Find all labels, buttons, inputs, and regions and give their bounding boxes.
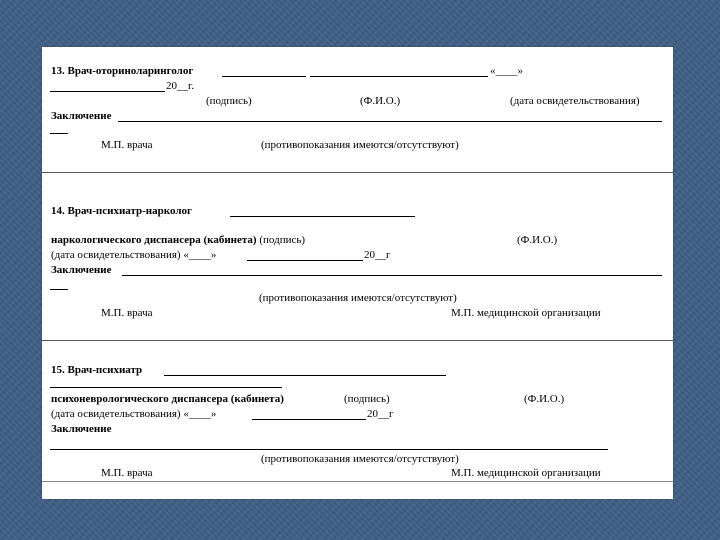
section-15-signature-label: (подпись): [344, 393, 390, 405]
section-14-signature-label: (подпись): [259, 234, 306, 246]
medical-form-page: [42, 47, 673, 499]
section-13-name-line: [310, 76, 488, 77]
section-14-institution: наркологического диспансера (кабинета): [51, 234, 257, 246]
section-separator: [42, 340, 673, 341]
section-13-exam-date-label: (дата освидетельствования): [510, 95, 640, 107]
section-13-date-quote: «____»: [490, 65, 523, 77]
section-13-fio-label: (Ф.И.О.): [360, 95, 401, 107]
section-separator: [42, 481, 673, 482]
section-14-stamp-org: М.П. медицинской организации: [451, 307, 601, 319]
section-13-conclusion-line: [118, 121, 662, 122]
section-14-stamp-doctor: М.П. врача: [101, 307, 153, 319]
section-15-title: 15. Врач-психиатр: [51, 364, 143, 376]
section-14-conclusion-line-2: [50, 289, 68, 290]
section-14-contraindications: (противопоказания имеются/отсутствуют): [259, 292, 457, 304]
section-14-institution-row: [51, 234, 305, 246]
section-15-contraindications: (противопоказания имеются/отсутствуют): [261, 453, 459, 465]
section-separator: [42, 172, 673, 173]
section-13-signature-line: [222, 76, 306, 77]
section-15-fio-label: (Ф.И.О.): [524, 393, 565, 405]
section-14-year: 20__г: [364, 249, 391, 261]
section-15-stamp-org: М.П. медицинской организации: [451, 467, 601, 479]
section-15-year: 20__г: [367, 408, 394, 420]
section-14-conclusion-label: Заключение: [51, 264, 112, 276]
section-13-year: 20__г.: [166, 80, 195, 92]
section-13-conclusion-label: Заключение: [51, 110, 112, 122]
section-14-date-line: [247, 260, 363, 261]
section-15-date-line: [252, 419, 366, 420]
section-14-doctor-line: [230, 216, 415, 217]
section-15-doctor-line: [164, 375, 446, 376]
section-13-date-line: [50, 91, 165, 92]
section-13-conclusion-line-2: [50, 133, 68, 134]
section-14-conclusion-line: [122, 275, 662, 276]
section-13-title: 13. Врач-оториноларинголог: [51, 65, 194, 77]
section-14-fio-label: (Ф.И.О.): [517, 234, 558, 246]
section-15-exam-date-label: (дата освидетельствования) «____»: [51, 408, 217, 420]
section-13-signature-label: (подпись): [206, 95, 252, 107]
section-15-name-line: [50, 387, 282, 388]
section-15-conclusion-line: [50, 449, 608, 450]
section-15-stamp-doctor: М.П. врача: [101, 467, 153, 479]
section-14-title: 14. Врач-психиатр-нарколог: [51, 205, 192, 217]
section-15-conclusion-label: Заключение: [51, 423, 112, 435]
section-14-exam-date-label: (дата освидетельствования) «____»: [51, 249, 217, 261]
section-13-contraindications: (противопоказания имеются/отсутствуют): [261, 139, 459, 151]
section-13-stamp-doctor: М.П. врача: [101, 139, 153, 151]
section-15-institution: психоневрологического диспансера (кабинета): [51, 393, 284, 405]
